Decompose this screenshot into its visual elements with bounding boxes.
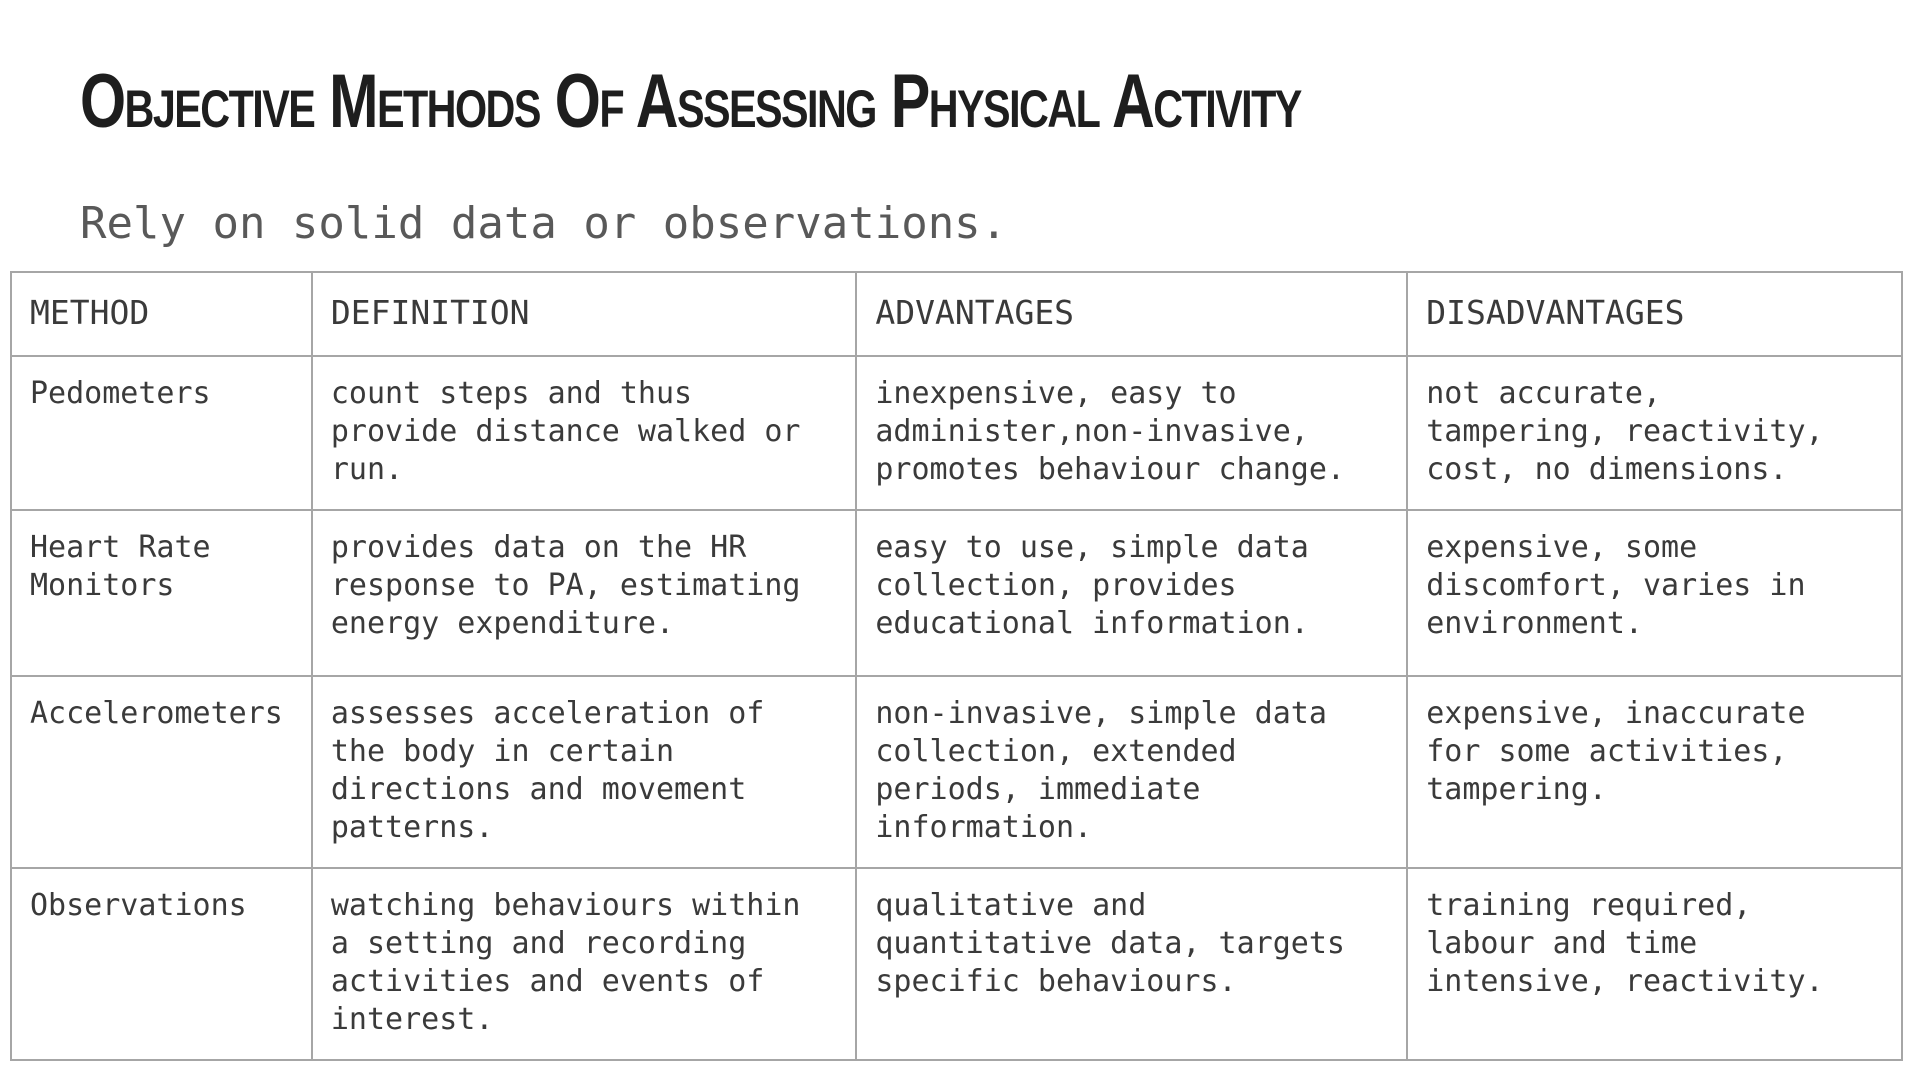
cell-definition: count steps and thus provide distance walked or run. xyxy=(312,356,857,510)
table-row xyxy=(11,356,1902,510)
cell-disadvantages: expensive, inaccurate for some activities, tampering. xyxy=(1407,676,1902,868)
table-header-row xyxy=(11,272,1902,356)
header-definition: DEFINITION xyxy=(312,272,857,356)
cell-disadvantages: expensive, some discomfort, varies in environment. xyxy=(1407,510,1902,676)
slide-subtitle: Rely on solid data or observations. xyxy=(80,198,1008,249)
cell-method: Accelerometers xyxy=(11,676,312,868)
header-advantages: ADVANTAGES xyxy=(856,272,1407,356)
cell-advantages: inexpensive, easy to administer,non-invasive, promotes behaviour change. xyxy=(856,356,1407,510)
cell-definition: assesses acceleration of the body in certain directions and movement patterns. xyxy=(312,676,857,868)
cell-method: Pedometers xyxy=(11,356,312,510)
methods-table xyxy=(10,271,1903,1061)
cell-method: Heart Rate Monitors xyxy=(11,510,312,676)
cell-disadvantages: training required, labour and time intensive, reactivity. xyxy=(1407,868,1902,1060)
table-row xyxy=(11,510,1902,676)
cell-definition: watching behaviours within a setting and recording activities and events of interest. xyxy=(312,868,857,1060)
cell-advantages: easy to use, simple data collection, provides educational information. xyxy=(856,510,1407,676)
cell-advantages: qualitative and quantitative data, targets specific behaviours. xyxy=(856,868,1407,1060)
header-method: METHOD xyxy=(11,272,312,356)
slide-title: Objective Methods Of Assessing Physical Activity xyxy=(80,59,1301,144)
table-row xyxy=(11,868,1902,1060)
header-disadvantages: DISADVANTAGES xyxy=(1407,272,1902,356)
table-row xyxy=(11,676,1902,868)
cell-method: Observations xyxy=(11,868,312,1060)
cell-advantages: non-invasive, simple data collection, extended periods, immediate information. xyxy=(856,676,1407,868)
cell-definition: provides data on the HR response to PA, estimating energy expenditure. xyxy=(312,510,857,676)
cell-disadvantages: not accurate, tampering, reactivity, cost, no dimensions. xyxy=(1407,356,1902,510)
